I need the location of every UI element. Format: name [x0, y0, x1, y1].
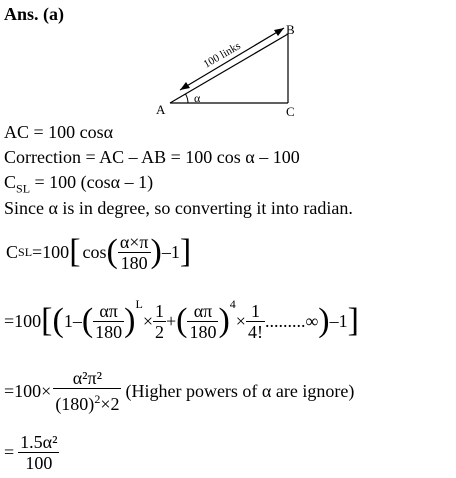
eq1-close-bracket: ]: [179, 233, 192, 270]
eq2-q-num: 1: [250, 300, 260, 321]
eq2-times-2: ×: [235, 311, 246, 331]
eq2-fraction-2: [187, 301, 218, 342]
eq1-open-paren: (: [106, 233, 118, 270]
eq2-f1-num: απ: [99, 300, 118, 321]
vertex-b-label: B: [286, 22, 295, 37]
eq2-tail: –1: [329, 311, 348, 331]
length-arrow: [180, 28, 284, 90]
side-length-label: 100 links: [201, 39, 243, 71]
eq2-pre: =100: [4, 311, 42, 331]
line-correction: Correction = AC – AB = 100 cos α – 100: [4, 147, 300, 167]
csl-sub: SL: [16, 181, 31, 196]
equation-series: [4, 292, 359, 350]
eq3-num: α²π²: [72, 368, 103, 388]
equation-approx: [4, 364, 354, 418]
eq1-equals: =100: [32, 242, 70, 262]
eq2-open-paren-2: (: [176, 302, 188, 339]
equation-final: [4, 428, 59, 476]
angle-arc: [186, 94, 189, 103]
line-ac: AC = 100 cosα: [4, 122, 114, 142]
eq2-fraction-half: [153, 301, 166, 342]
eq4-fraction: [18, 432, 59, 473]
triangle-diagram: [150, 18, 310, 120]
vertex-c-label: C: [286, 104, 295, 119]
eq2-open-paren-1: (: [81, 302, 94, 339]
eq2-open-bracket: [: [41, 302, 53, 339]
eq2-dots: .........∞: [264, 311, 319, 331]
eq2-close-paren-outer: ): [318, 302, 330, 339]
equation-csl-radian: [6, 226, 191, 278]
eq4-den: 100: [18, 452, 59, 473]
eq2-times-1: ×: [142, 311, 153, 331]
eq1-cos: cos: [82, 242, 107, 262]
eq3-pre: =100×: [4, 381, 52, 401]
eq2-close-bracket: ]: [347, 302, 359, 339]
eq1-fraction: [118, 232, 151, 273]
csl-rest: = 100 (cosα – 1): [30, 172, 154, 192]
eq1-den: 180: [118, 252, 151, 273]
eq3-den-a: (180): [55, 394, 95, 414]
eq1-c: C: [6, 242, 19, 262]
eq4-num: 1.5α²: [20, 431, 58, 452]
eq2-f2-den: 180: [189, 321, 217, 342]
eq3-fraction: [53, 368, 121, 414]
eq1-close-paren: ): [150, 233, 162, 270]
eq2-one: 1–: [63, 311, 82, 331]
arrowhead-end: [274, 28, 284, 36]
angle-label: α: [194, 91, 201, 105]
eq3-den-sup: 2: [94, 392, 101, 406]
eq2-half-den: 2: [154, 321, 164, 342]
vertex-a-label: A: [156, 102, 166, 117]
csl-c: C: [4, 172, 17, 192]
eq2-f2-num: απ: [193, 300, 213, 321]
line-since: Since α is in degree, so converting it into radian.: [4, 198, 353, 218]
eq2-sup-4: 4: [229, 297, 236, 311]
eq2-q-den: 4!: [247, 321, 263, 342]
eq2-close-paren-1: ): [124, 302, 136, 339]
eq2-close-paren-2: ): [218, 302, 230, 339]
eq1-open-bracket: [: [69, 233, 81, 270]
answer-header: Ans. (a): [4, 4, 65, 24]
eq4-pre: =: [4, 442, 15, 462]
eq1-tail: –1: [161, 242, 180, 262]
eq2-fraction-1: [93, 301, 124, 342]
eq2-fraction-factorial: [246, 301, 265, 342]
eq2-half-num: 1: [154, 300, 164, 321]
eq3-note: (Higher powers of α are ignore): [125, 381, 355, 401]
eq3-den: [53, 388, 121, 414]
eq2-plus: +: [165, 311, 177, 331]
eq3-den-b: ×2: [100, 394, 120, 414]
eq1-sub: SL: [18, 245, 33, 259]
arrowhead-start: [180, 82, 190, 90]
eq2-open-paren-outer: (: [52, 302, 64, 339]
eq1-num: α×π: [119, 231, 149, 252]
eq2-sup-l: L: [135, 297, 143, 311]
line-csl: [4, 172, 153, 199]
eq2-f1-den: 180: [95, 321, 123, 342]
